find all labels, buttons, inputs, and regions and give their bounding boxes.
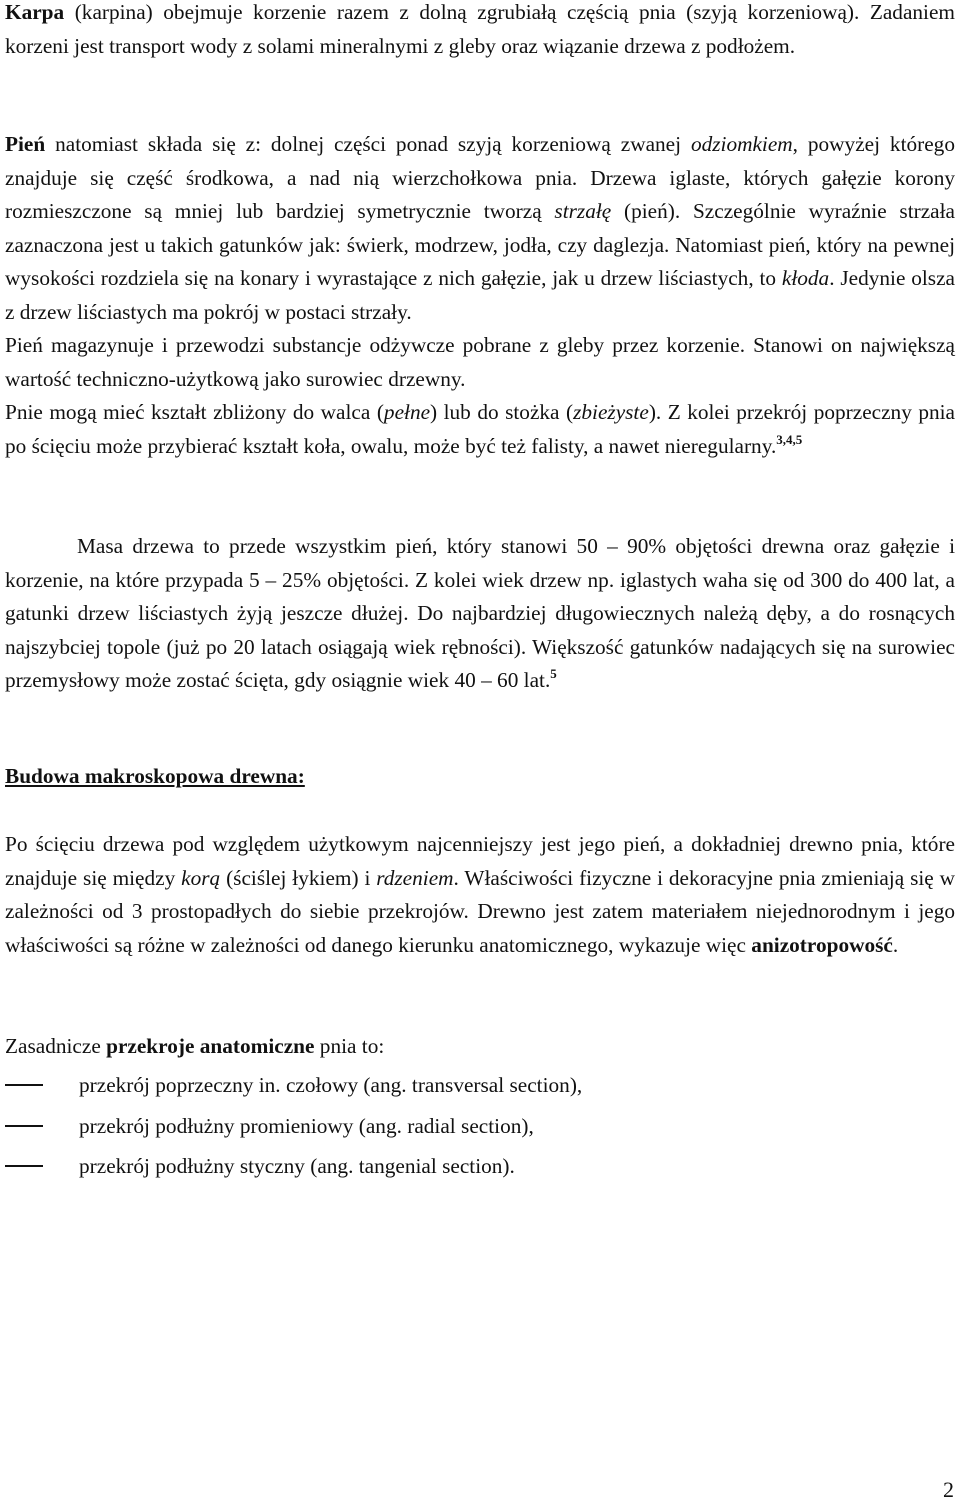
term-zbiezyste: zbieżyste (573, 400, 649, 424)
list-item-text: przekrój poprzeczny in. czołowy (ang. transversal section), (79, 1073, 583, 1097)
term-przekroje: przekroje anatomiczne (106, 1034, 315, 1058)
paragraph-text: (ściślej łykiem) i (220, 865, 377, 890)
paragraph-text: . (892, 932, 899, 957)
footnote-ref: 3,4,5 (776, 431, 803, 447)
term-karpa: Karpa (5, 0, 65, 24)
term-strzala: strzałę (554, 199, 612, 223)
paragraph-przekroje (5, 1030, 955, 1064)
paragraph-text: Pień magazynuje i przewodzi substancje odżywcze pobrane z gleby przez korzenie. Stanowi on największą wartość techniczno-użytkową jako surowiec drzewny. (5, 333, 955, 391)
list-item (5, 1146, 955, 1187)
paragraph-masa (5, 530, 955, 698)
paragraph-text: natomiast składa się z: dolnej części ponad szyją korzeniową zwanej (45, 132, 691, 156)
section-heading: Budowa makroskopowa drewna: (5, 764, 305, 788)
paragraph-budowa (5, 828, 955, 962)
list-item (5, 1065, 955, 1106)
paragraph-karpa (5, 0, 955, 63)
paragraph-text: Po ścięciu drzewa pod względem użytkowym najcenniejszy jest jego pień, a dokładniej drewno pnia, które znajduje się między (5, 832, 955, 890)
list-item-text: przekrój podłużny promieniowy (ang. radial section), (79, 1113, 534, 1138)
section-list (5, 1065, 955, 1187)
list-item (5, 1106, 955, 1147)
paragraph-text: , powyżej którego znajduje się część środkowa, a nad nią wierzchołkowa pnia. Drzewa iglaste, których gałęzie korony rozmieszczone są mniej lub bardziej symetrycznie tworzą (5, 132, 955, 223)
paragraph-pien (5, 128, 955, 463)
paragraph-text: Masa drzewa to przede wszystkim pień, który stanowi 50 – 90% objętości drewna oraz gałęzie i korzenie, na które przypada 5 – 25% objętości. Z kolei wiek drzew np. iglastych waha się od 300 do 400 lat, a gatunki drzew liściastych żyją jeszcze dłużej. Do najbardziej długowiecznych należą dęby, a do rosnących najszybciej topole (już po 20 latach osiągają wiek rębności). Większość gatunków nadających się na surowiec przemysłowy może zostać ścięta, gdy osiągnie wiek 40 – 60 lat. (5, 534, 955, 692)
paragraph-text: (karpina) obejmuje korzenie razem z dolną zgrubiałą częścią pnia (szyją korzeniową). Zadaniem korzeni jest transport wody z solami mineralnymi z gleby oraz wiązanie drzewa z podłożem. (5, 0, 955, 58)
dash-bullet-icon (5, 1125, 43, 1127)
paragraph-text: . Właściwości fizyczne i dekoracyjne pnia zmieniają się w zależności od 3 prostopadłych do siebie przekrojów. Drewno jest zatem materiałem niejednorodnym i jego właściwości są różne w zależności od danego kierunku anatomicznego, wykazuje więc (5, 865, 956, 957)
dash-bullet-icon (5, 1084, 43, 1086)
dash-bullet-icon (5, 1165, 43, 1167)
paragraph-text: Pnie mogą mieć kształt zbliżony do walca ( (5, 400, 384, 424)
term-rdzen: rdzeniem (376, 865, 454, 890)
page-number: 2 (943, 1477, 954, 1502)
footnote-ref: 5 (550, 666, 557, 681)
term-kloda: kłoda (781, 266, 830, 290)
term-pien: Pień (5, 132, 46, 156)
term-odziomek: odziomkiem (690, 132, 793, 156)
paragraph-text: pnia to: (314, 1034, 385, 1058)
term-anizotropowosc: anizotropowość (751, 932, 893, 957)
paragraph-text: Zasadnicze (5, 1034, 107, 1058)
paragraph-text: ) lub do stożka ( (430, 400, 574, 424)
paragraph-text: (pień). Szczególnie wyraźnie strzała zaznaczona jest u takich gatunków jak: świerk, modrzew, jodła, czy daglezja. Natomiast pień, który na pewnej wysokości rozdziela się na konary i wyrastające z nich gałęzie, jak u drzew liściastych, to (5, 199, 955, 290)
term-pelne: pełne (383, 400, 431, 424)
list-item-text: przekrój podłużny styczny (ang. tangenial section). (79, 1154, 515, 1178)
paragraph-text: . Jedynie olsza z drzew liściastych ma pokrój w postaci strzały. (5, 266, 955, 324)
paragraph-text: ). Z kolei przekrój poprzeczny pnia po ścięciu może przybierać kształt koła, owalu, może być też falisty, a nawet nieregularny. (5, 400, 955, 458)
term-kora: korą (181, 865, 221, 890)
